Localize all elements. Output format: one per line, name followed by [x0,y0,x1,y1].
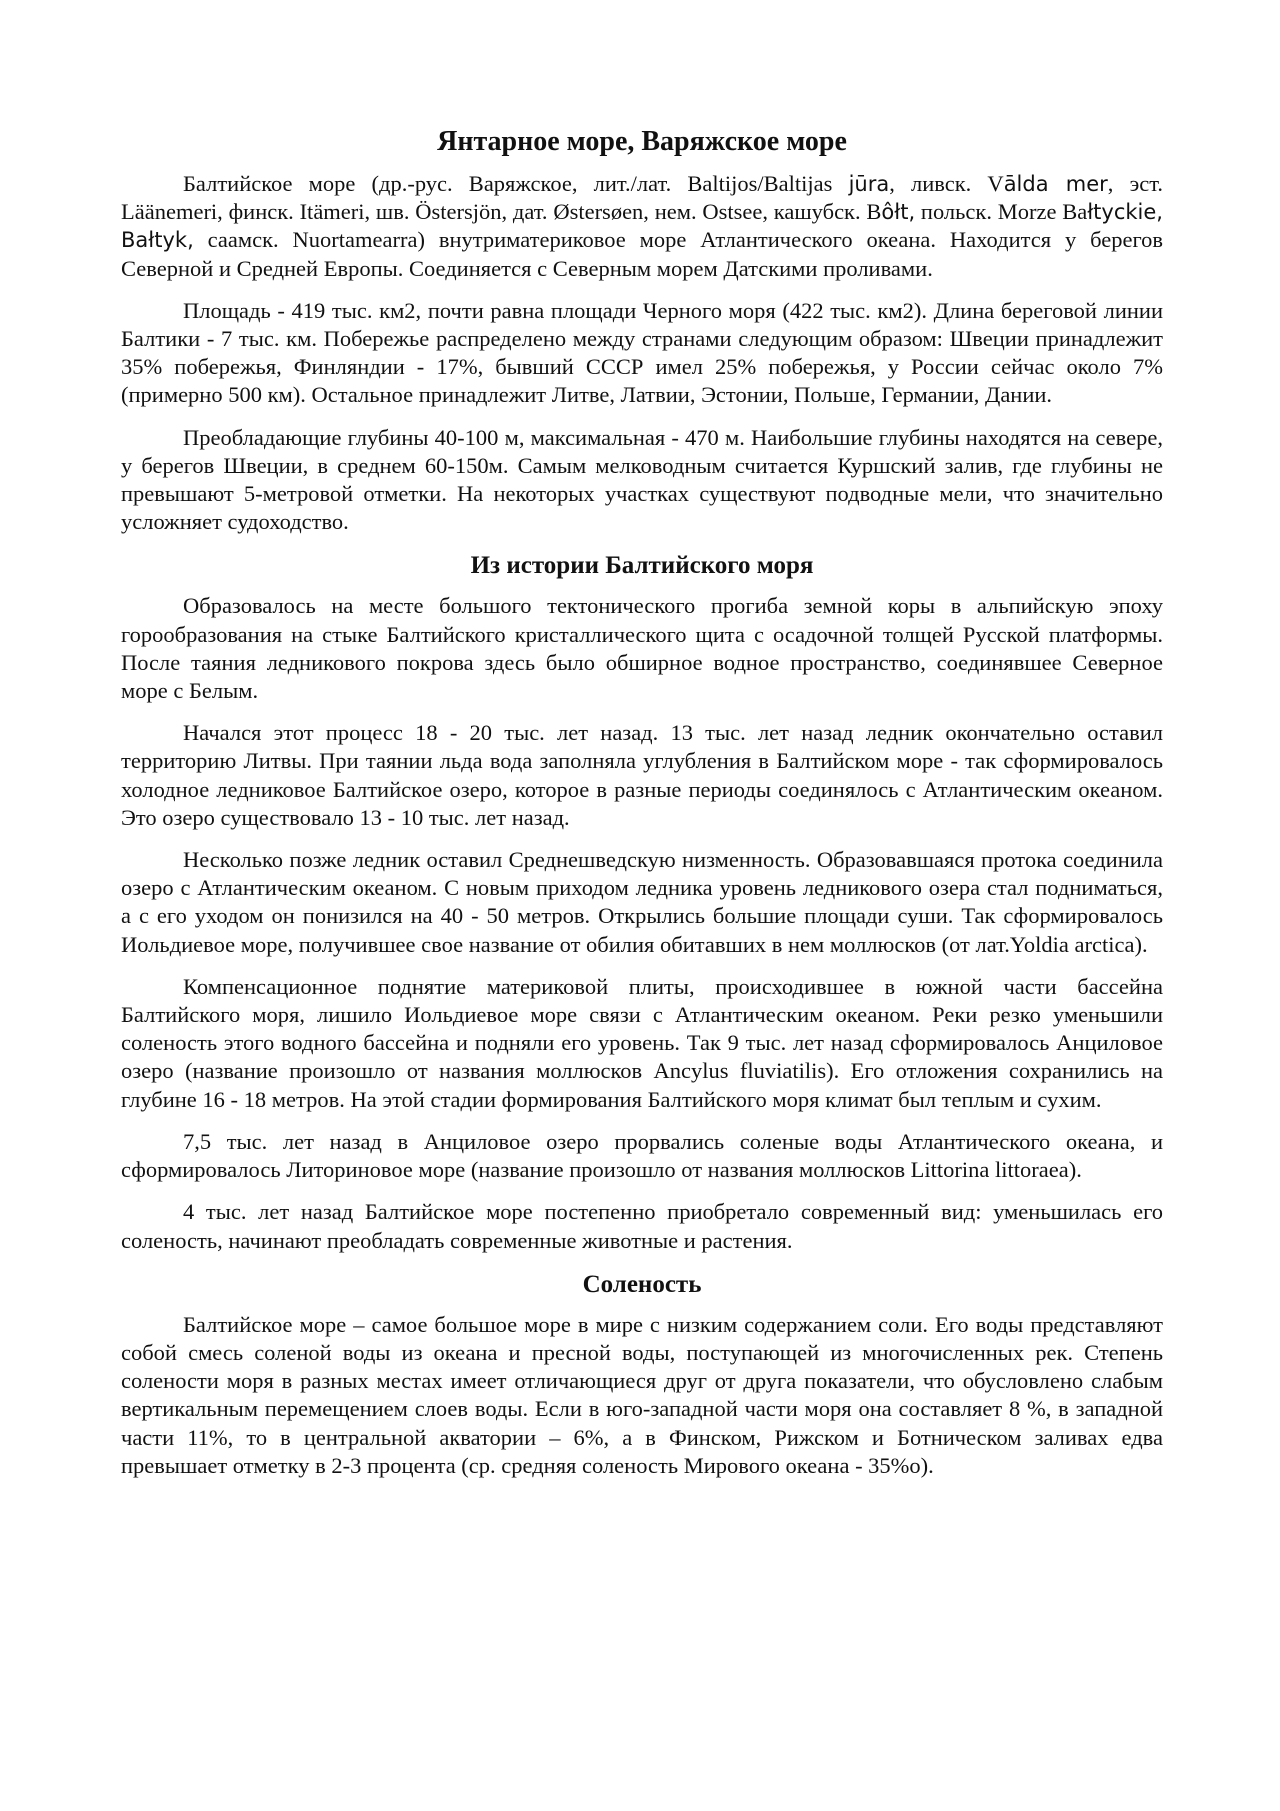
text-segment: польск. Morze Ba [915,199,1088,225]
text-segment: łtyckie, Bałtyk, [121,200,1163,253]
paragraph-history: Несколько позже ледник оставил Среднешведскую низменность. Образовавшаяся протока соединила озеро с Атлантическим океаном. С новым приходом ледника уровень ледникового озера стал подниматься, а с его уходом он понизился на 40 - 50 метров. Открылись большие площади суши. Так сформировалось Иольдиевое море, получившее свое название от обилия обитавших в нем моллюсков (от лат.Yoldia arctica). [121,847,1163,957]
paragraph-salinity: Балтийское море – самое большое море в мире с низким содержанием соли. Его воды представляют собой смесь соленой воды из океана и пресной воды, поступающей из многочисленных рек. Степень солености моря в разных местах имеет отличающиеся друг от друга показатели, что обусловлено слабым вертикальным перемещением слоев воды. Если в юго-западной части моря она составляет 8 %, в западной части 11%, то в центральной акватории – 6%, а в Финском, Рижском и Ботническом заливах едва превышает отметку в 2-3 процента (ср. средняя соленость Мирового океана - 35%о). [121,1311,1163,1478]
heading-history: Из истории Балтийского моря [470,552,814,580]
paragraph-depths: Преобладающие глубины 40-100 м, максимальная - 470 м. Наибольшие глубины находятся на севере, у берегов Швеции, в среднем 60-150м. Самым мелководным считается Куршский залив, где глубины не превышают 5-метровой отметки. На некоторых участках существуют подводные мели, что значительно усложняет судоходство. [121,424,1163,535]
paragraph-history: Компенсационное поднятие материковой плиты, происходившее в южной части бассейна Балтийского моря, лишило Иольдиевое море связи с Атлантическим океаном. Реки резко уменьшили соленость этого водного бассейна и подняли его уровень. Так 9 тыс. лет назад сформировалось Анциловое озеро (название произошло от названия моллюсков Ancylus fluviatilis). Его отложения сохранились на глубине 16 - 18 метров. На этой стадии формирования Балтийского моря климат был теплым и сухим. [121,973,1163,1112]
text-segment: , ливск. V [889,171,1004,196]
text-segment: саамск. Nuortamearra) внутриматериковое море Атлантического океана. Находится у берегов Северной и Средней Европы. Соединяется с Северным морем Датскими проливами. [121,227,1163,281]
heading-salinity: Соленость [582,1270,702,1298]
text-segment: Балтийское море (др.-рус. Варяжское, лит./лат. Baltijos/Baltijas [183,171,849,196]
document-title: Янтарное море, Варяжское море [437,126,847,157]
text-segment: ālda mer [1003,172,1108,196]
paragraph-history: 4 тыс. лет назад Балтийское море постепенно приобретало современный вид: уменьшилась его соленость, начинают преобладать современные животные и растения. [121,1199,1163,1253]
paragraph-intro [121,170,1163,283]
text-segment: , эст. Läänemeri, финск. Itämeri, шв. Östersjön, дат. Østersøen, нем. Ostsee, кашубск. B [121,171,1163,225]
paragraph-history: Образовалось на месте большого тектонического прогиба земной коры в альпийскую эпоху горообразования на стыке Балтийского кристаллического щита с осадочной толщей Русской платформы. После таяния ледникового покрова здесь было обширное водное пространство, соединявшее Северное море с Белым. [121,593,1163,704]
document-page [121,124,1163,1494]
paragraph-history: 7,5 тыс. лет назад в Анциловое озеро прорвались соленые воды Атлантического океана, и сформировалось Литориновое море (название произошло от названия моллюсков Littorina littoraea). [121,1128,1163,1183]
paragraph-area: Площадь - 419 тыс. км2, почти равна площади Черного моря (422 тыс. км2). Длина береговой линии Балтики - 7 тыс. км. Побережье распределено между странами следующим образом: Швеции принадлежит 35% побережья, Финляндии - 17%, бывший СССР имел 25% побережья, у России сейчас около 7% (примерно 500 км). Остальное принадлежит Литве, Латвии, Эстонии, Польше, Германии, Дании. [121,297,1163,408]
text-segment: jūra [848,172,890,196]
paragraph-history: Начался этот процесс 18 - 20 тыс. лет назад. 13 тыс. лет назад ледник окончательно оставил территорию Литвы. При таянии льда вода заполняла углубления в Балтийском море - так сформировалось холодное ледниковое Балтийское озеро, которое в разные периоды соединялось с Атлантическим океаном. Это озеро существовало 13 - 10 тыс. лет назад. [121,720,1163,830]
text-segment: ôłt, [881,200,916,225]
